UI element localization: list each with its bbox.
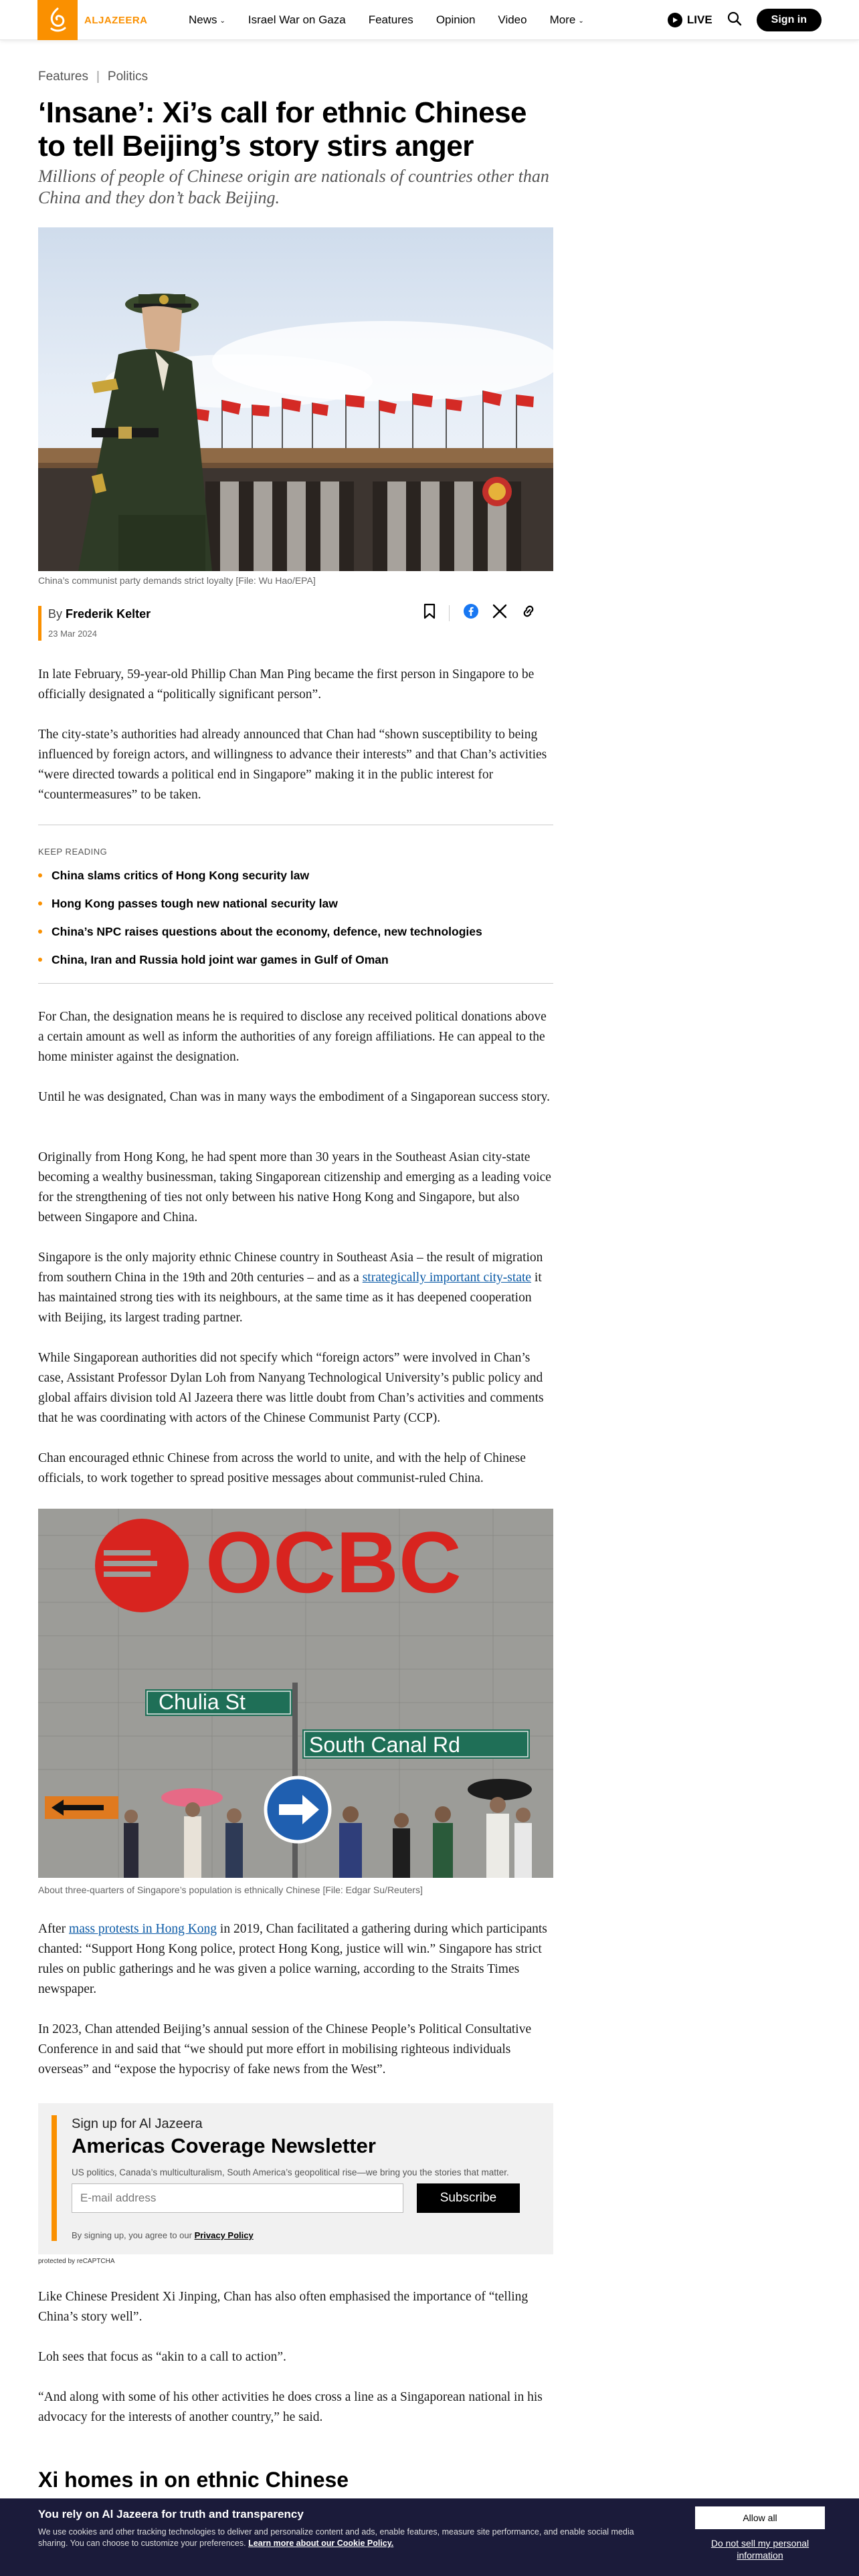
nav-video-label: Video	[498, 13, 527, 26]
cookie-policy-link[interactable]: Learn more about our Cookie Policy.	[248, 2539, 394, 2548]
keep-reading-link[interactable]: China’s NPC raises questions about the economy, defence, new technologies	[52, 924, 482, 938]
keep-reading-link[interactable]: China slams critics of Hong Kong security law	[52, 868, 310, 882]
article-paragraph: Chan encouraged ethnic Chinese from across the world to unite, and with the help of Chinese officials, to work together to spread positive messages about communist-ruled China.	[38, 1451, 526, 1485]
paragraph-text: Singapore is the only majority ethnic Chinese country in Southeast Asia – the result of migration from southern China in the 19th and 20th centuries – and as a	[38, 1251, 543, 1285]
bullet-dot	[38, 958, 42, 962]
newsletter-signup	[38, 2103, 553, 2254]
article-paragraph: “And along with some of his other activities he does cross a line as a Singaporean national in his advocacy for the interests of another country,” he said.	[38, 2390, 543, 2424]
newsletter-description: US politics, Canada’s multiculturalism, South America’s geopolitical rise—we bring you the stories that matter.	[72, 2167, 509, 2177]
paragraph-text: After	[38, 1922, 70, 1936]
keep-reading-item[interactable]	[38, 889, 553, 918]
keep-reading-link[interactable]: China, Iran and Russia hold joint war games in Gulf of Oman	[52, 952, 389, 966]
bookmark-icon[interactable]	[423, 603, 436, 623]
play-icon	[668, 13, 682, 27]
article-paragraph: Loh sees that focus as “akin to a call to action”.	[38, 2350, 286, 2364]
allow-all-button[interactable]: Allow all	[695, 2506, 825, 2529]
aljazeera-logo-mark	[37, 0, 78, 40]
do-not-sell-link[interactable]: Do not sell my personal information	[710, 2538, 809, 2561]
hero-caption: China’s communist party demands strict loyalty [File: Wu Hao/EPA]	[38, 575, 316, 586]
keep-reading-item[interactable]	[38, 946, 553, 974]
article-subhead: Millions of people of Chinese origin are nationals of countries other than China and they don’t back Beijing.	[38, 167, 549, 207]
byline-accent-bar	[38, 606, 41, 641]
keep-reading-item[interactable]	[38, 861, 553, 889]
logo-text: ALJAZEERA	[84, 14, 148, 26]
keep-reading-list	[38, 861, 553, 974]
nav-opinion[interactable]	[436, 13, 476, 27]
publish-date: 23 Mar 2024	[48, 629, 97, 639]
ocbc-street-photo	[38, 1509, 553, 1878]
street-sign-chulia: Chulia St	[159, 1690, 246, 1714]
hero-image	[38, 227, 553, 571]
paragraph-text: in 2019, Chan facilitated a gathering during which participants chanted: “Support Hong Kong police, protect Hong Kong, justice will win.” Singapore has strict rules on public gatherings and he was given a police warning, according to the Straits Times newspaper.	[38, 1922, 547, 1996]
x-twitter-icon[interactable]	[492, 604, 507, 622]
bullet-dot	[38, 930, 42, 934]
chevron-down-icon: ⌄	[578, 17, 584, 25]
paragraph-text: it has maintained strong ties with its neighbours, at the same time as it has deepened cooperation with Beijing, its largest trading partner.	[38, 1271, 542, 1325]
keep-reading-item[interactable]	[38, 918, 553, 946]
article-paragraph: In 2023, Chan attended Beijing’s annual session of the Chinese People’s Political Consultative Conference in and said that “we should put more effort in mobilising righteous individuals overseas” and “expose the hypocrisy of fake news from the West”.	[38, 2022, 532, 2076]
live-label: LIVE	[686, 13, 712, 26]
breadcrumb-politics[interactable]: Politics	[107, 70, 149, 84]
cookie-body: We use cookies and other tracking technologies to deliver and personalize content and ads, enable features, measure site performance, and enable social media sharing. You can choose to customize your preferences.	[38, 2527, 634, 2548]
byline-prefix: By	[48, 607, 63, 621]
photo-caption: About three-quarters of Singapore’s population is ethnically Chinese [File: Edgar Su/Reuters]	[38, 1885, 423, 1895]
privacy-policy-link[interactable]: Privacy Policy	[194, 2230, 254, 2240]
aljazeera-logo[interactable]	[37, 0, 148, 40]
section-heading: Xi homes in on ethnic Chinese	[38, 2468, 349, 2492]
nav-israel-war-on-gaza[interactable]	[248, 13, 346, 27]
bullet-dot	[38, 901, 42, 905]
newsletter-terms	[72, 2230, 254, 2240]
newsletter-accent-bar	[52, 2115, 57, 2241]
article-paragraph: The city-state’s authorities had already announced that Chan had “shown susceptibility to being influenced by foreign actors, and willingness to advance their interests” and that Chan’s activities “were directed towards a political end in Singapore” making it in the public interest for “countermeasures” to be taken.	[38, 728, 547, 802]
cookie-banner	[0, 2498, 859, 2576]
article-paragraph	[38, 1919, 553, 2000]
copy-link-icon[interactable]	[520, 603, 537, 623]
cookie-title: You rely on Al Jazeera for truth and transparency	[38, 2508, 304, 2520]
search-icon[interactable]	[727, 11, 742, 29]
mass-protests-link[interactable]: mass protests in Hong Kong	[69, 1922, 217, 1936]
strategically-important-link[interactable]: strategically important city-state	[362, 1271, 532, 1285]
keep-reading-link[interactable]: Hong Kong passes tough new national security law	[52, 896, 338, 910]
share-divider	[449, 605, 450, 621]
article-paragraph	[38, 1248, 553, 1328]
header-actions	[668, 0, 822, 40]
nav-more-label: More	[549, 13, 576, 26]
bullet-dot	[38, 873, 42, 877]
article-paragraph: For Chan, the designation means he is required to disclose any received political donations above a certain amount as well as inform the authorities of any foreign affiliations. He can appeal to the home minister against the designation.	[38, 1010, 547, 1064]
article-paragraph: Like Chinese President Xi Jinping, Chan has also often emphasised the importance of “telling China’s story well”.	[38, 2290, 529, 2324]
keep-reading-label: KEEP READING	[38, 847, 108, 857]
terms-text: By signing up, you agree to our	[72, 2230, 195, 2240]
cookie-text	[38, 2527, 660, 2549]
nav-video[interactable]	[498, 13, 527, 27]
article-paragraph: In late February, 59-year-old Phillip Chan Man Ping became the first person in Singapore to be officially designated a “politically significant person”.	[38, 667, 535, 702]
article-title: ‘Insane’: Xi’s call for ethnic Chinese to tell Beijing’s story stirs anger	[38, 96, 527, 163]
divider	[38, 983, 553, 984]
author-link[interactable]: Frederik Kelter	[66, 607, 151, 621]
article-paragraph: Until he was designated, Chan was in many ways the embodiment of a Singaporean success story.	[38, 1090, 551, 1104]
breadcrumb-features[interactable]: Features	[38, 70, 88, 84]
ocbc-sign-text: OCBC	[205, 1513, 462, 1611]
nav-news[interactable]	[189, 13, 225, 27]
sign-in-button[interactable]: Sign in	[757, 9, 822, 31]
nav-features-label: Features	[368, 13, 413, 26]
share-bar	[423, 603, 537, 623]
live-button[interactable]	[668, 13, 712, 27]
article-paragraph: While Singaporean authorities did not specify which “foreign actors” were involved in Chan’s case, Assistant Professor Dylan Loh from Nanyang Technological University’s public policy and global affairs division told Al Jazeera there was little doubt from Chan’s activities and comments that he was coordinating with actors of the Chinese Communist Party (CCP).	[38, 1351, 544, 1425]
byline	[48, 607, 151, 621]
facebook-icon[interactable]	[463, 603, 479, 623]
nav-features[interactable]	[369, 13, 413, 27]
breadcrumb-separator: |	[96, 70, 100, 84]
nav-opinion-label: Opinion	[436, 13, 476, 26]
street-sign-south-canal: South Canal Rd	[309, 1733, 460, 1757]
chevron-down-icon: ⌄	[219, 17, 225, 25]
email-field[interactable]	[72, 2183, 403, 2213]
breadcrumb	[38, 70, 553, 84]
subscribe-button[interactable]: Subscribe	[417, 2183, 520, 2213]
article-paragraph: Originally from Hong Kong, he had spent more than 30 years in the Southeast Asian city-state becoming a wealthy businessman, taking Singaporean citizenship and emerging as a leading voice for the strengthening of ties not only between his native Hong Kong and Singapore, but also between Singapore and China.	[38, 1150, 551, 1224]
site-header	[0, 0, 859, 40]
main-nav	[189, 0, 584, 40]
nav-news-label: News	[189, 13, 217, 26]
newsletter-title: Americas Coverage Newsletter	[72, 2134, 376, 2157]
nav-more[interactable]	[550, 13, 584, 27]
nav-gaza-label: Israel War on Gaza	[248, 13, 346, 26]
newsletter-kicker: Sign up for Al Jazeera	[72, 2117, 203, 2131]
recaptcha-notice: protected by reCAPTCHA	[38, 2258, 115, 2265]
